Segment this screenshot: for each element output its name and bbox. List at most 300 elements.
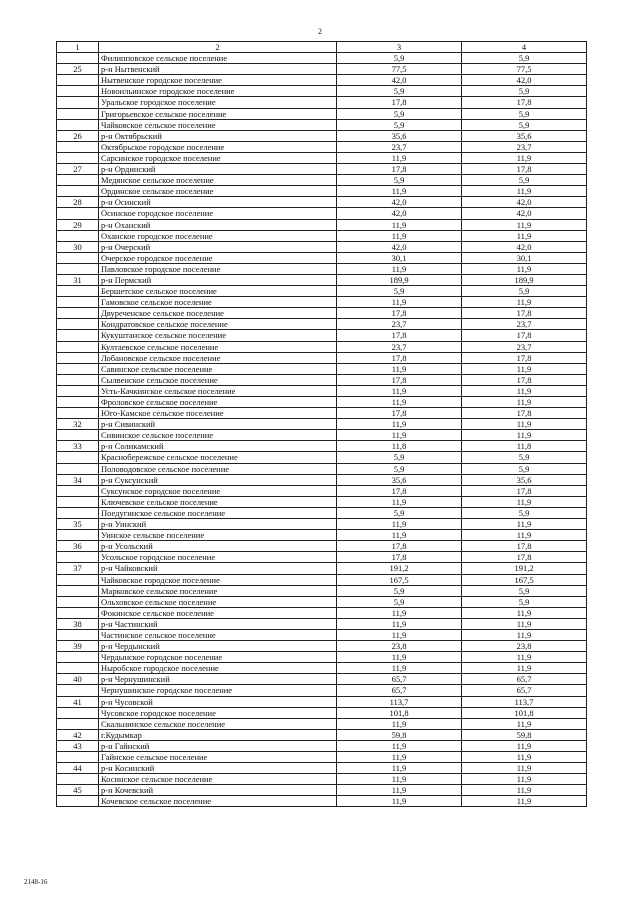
table-row [57, 752, 587, 763]
value-col4-cell: 11,9 [462, 607, 587, 618]
territory-name-cell: Уральское городское поселение [99, 97, 337, 108]
value-col4-cell: 11,9 [462, 663, 587, 674]
value-col4-cell: 11,9 [462, 430, 587, 441]
allocation-table [56, 41, 587, 807]
row-number-cell [57, 97, 99, 108]
territory-name-cell: Частинское сельское поселение [99, 629, 337, 640]
value-col3-cell: 11,9 [337, 297, 462, 308]
row-number-cell: 38 [57, 618, 99, 629]
page-number: 2 [318, 27, 322, 36]
row-number-cell: 41 [57, 696, 99, 707]
table-row [57, 419, 587, 430]
table-row [57, 796, 587, 807]
row-number-cell: 35 [57, 519, 99, 530]
value-col4-cell: 65,7 [462, 674, 587, 685]
row-number-cell [57, 330, 99, 341]
value-col4-cell: 101,8 [462, 707, 587, 718]
row-number-cell: 32 [57, 419, 99, 430]
value-col3-cell: 42,0 [337, 197, 462, 208]
value-col4-cell: 30,1 [462, 252, 587, 263]
value-col3-cell: 42,0 [337, 241, 462, 252]
territory-name-cell: Очерское городское поселение [99, 252, 337, 263]
territory-name-cell: Гамовское сельское поселение [99, 297, 337, 308]
value-col4-cell: 11,9 [462, 519, 587, 530]
value-col3-cell: 23,7 [337, 319, 462, 330]
value-col4-cell: 5,9 [462, 86, 587, 97]
table-row [57, 530, 587, 541]
table-row [57, 263, 587, 274]
value-col4-cell: 11,9 [462, 652, 587, 663]
table-row [57, 352, 587, 363]
row-number-cell [57, 752, 99, 763]
territory-name-cell: р-н Октябрьский [99, 130, 337, 141]
value-col3-cell: 65,7 [337, 674, 462, 685]
value-col4-cell: 11,9 [462, 629, 587, 640]
value-col4-cell: 5,9 [462, 596, 587, 607]
value-col4-cell: 11,9 [462, 530, 587, 541]
row-number-cell [57, 596, 99, 607]
row-number-cell [57, 341, 99, 352]
table-row [57, 75, 587, 86]
row-number-cell [57, 685, 99, 696]
value-col4-cell: 11,9 [462, 263, 587, 274]
table-row [57, 108, 587, 119]
value-col3-cell: 11,9 [337, 785, 462, 796]
row-number-cell [57, 319, 99, 330]
value-col4-cell: 23,7 [462, 141, 587, 152]
table-row [57, 563, 587, 574]
table-row [57, 385, 587, 396]
territory-name-cell: Савинское сельское поселение [99, 363, 337, 374]
row-number-cell [57, 663, 99, 674]
row-number-cell [57, 774, 99, 785]
territory-name-cell: Григорьевское сельское поселение [99, 108, 337, 119]
territory-name-cell: Култаевское сельское поселение [99, 341, 337, 352]
territory-name-cell: Новоильинское городское поселение [99, 86, 337, 97]
table-row [57, 763, 587, 774]
territory-name-cell: Поедугинское сельское поселение [99, 507, 337, 518]
row-number-cell [57, 463, 99, 474]
territory-name-cell: р-н Соликамский [99, 441, 337, 452]
value-col4-cell: 42,0 [462, 75, 587, 86]
row-number-cell: 45 [57, 785, 99, 796]
table-row [57, 519, 587, 530]
row-number-cell [57, 385, 99, 396]
value-col4-cell: 5,9 [462, 119, 587, 130]
value-col3-cell: 11,9 [337, 397, 462, 408]
value-col4-cell: 17,8 [462, 552, 587, 563]
table-row [57, 574, 587, 585]
territory-name-cell: Ключевское сельское поселение [99, 496, 337, 507]
value-col4-cell: 5,9 [462, 452, 587, 463]
table-row [57, 541, 587, 552]
value-col3-cell: 5,9 [337, 585, 462, 596]
table-row [57, 696, 587, 707]
territory-name-cell: Медянское сельское поселение [99, 175, 337, 186]
row-number-cell [57, 108, 99, 119]
row-number-cell [57, 252, 99, 263]
value-col4-cell: 77,5 [462, 64, 587, 75]
territory-name-cell: Половодовское сельское поселение [99, 463, 337, 474]
territory-name-cell: Фокинское сельское поселение [99, 607, 337, 618]
value-col3-cell: 11,9 [337, 230, 462, 241]
table-row [57, 707, 587, 718]
value-col3-cell: 5,9 [337, 53, 462, 64]
table-row [57, 341, 587, 352]
value-col4-cell: 11,9 [462, 419, 587, 430]
value-col4-cell: 23,7 [462, 341, 587, 352]
table-row [57, 186, 587, 197]
table-header-row [57, 42, 587, 53]
value-col4-cell: 42,0 [462, 197, 587, 208]
value-col3-cell: 11,9 [337, 496, 462, 507]
table-row [57, 674, 587, 685]
value-col4-cell: 42,0 [462, 208, 587, 219]
territory-name-cell: р-н Чусовской [99, 696, 337, 707]
value-col3-cell: 5,9 [337, 596, 462, 607]
value-col3-cell: 11,9 [337, 629, 462, 640]
table-row [57, 607, 587, 618]
value-col4-cell: 17,8 [462, 308, 587, 319]
territory-name-cell: Двуреченское сельское поселение [99, 308, 337, 319]
value-col4-cell: 11,9 [462, 763, 587, 774]
value-col4-cell: 11,9 [462, 397, 587, 408]
value-col4-cell: 11,9 [462, 297, 587, 308]
value-col4-cell: 35,6 [462, 130, 587, 141]
header-cell-1: 1 [57, 42, 99, 53]
table-row [57, 130, 587, 141]
value-col3-cell: 23,7 [337, 141, 462, 152]
value-col4-cell: 59,8 [462, 729, 587, 740]
territory-name-cell: р-н Кочевский [99, 785, 337, 796]
row-number-cell [57, 152, 99, 163]
value-col3-cell: 11,9 [337, 763, 462, 774]
value-col3-cell: 189,9 [337, 274, 462, 285]
table-row [57, 330, 587, 341]
value-col4-cell: 17,8 [462, 541, 587, 552]
territory-name-cell: р-н Очерский [99, 241, 337, 252]
value-col3-cell: 5,9 [337, 119, 462, 130]
value-col3-cell: 11,9 [337, 618, 462, 629]
value-col3-cell: 11,9 [337, 774, 462, 785]
row-number-cell [57, 585, 99, 596]
table-row [57, 219, 587, 230]
table-row [57, 552, 587, 563]
value-col4-cell: 11,9 [462, 152, 587, 163]
territory-name-cell: Сивинское сельское поселение [99, 430, 337, 441]
value-col3-cell: 5,9 [337, 452, 462, 463]
value-col4-cell: 42,0 [462, 241, 587, 252]
table-row [57, 86, 587, 97]
table-row [57, 507, 587, 518]
table-row [57, 729, 587, 740]
territory-name-cell: Чайковское сельское поселение [99, 119, 337, 130]
row-number-cell: 44 [57, 763, 99, 774]
value-col3-cell: 17,8 [337, 352, 462, 363]
table-row [57, 463, 587, 474]
value-col4-cell: 17,8 [462, 97, 587, 108]
value-col3-cell: 113,7 [337, 696, 462, 707]
row-number-cell: 37 [57, 563, 99, 574]
table-row [57, 441, 587, 452]
table-row [57, 485, 587, 496]
table-row [57, 618, 587, 629]
value-col3-cell: 59,8 [337, 729, 462, 740]
territory-name-cell: Косинское сельское поселение [99, 774, 337, 785]
row-number-cell: 33 [57, 441, 99, 452]
value-col3-cell: 11,9 [337, 752, 462, 763]
table-row [57, 718, 587, 729]
row-number-cell [57, 208, 99, 219]
value-col3-cell: 11,9 [337, 385, 462, 396]
row-number-cell [57, 652, 99, 663]
value-col4-cell: 17,8 [462, 485, 587, 496]
table-row [57, 252, 587, 263]
value-col3-cell: 167,5 [337, 574, 462, 585]
value-col3-cell: 11,9 [337, 796, 462, 807]
value-col4-cell: 11,9 [462, 219, 587, 230]
territory-name-cell: р-н Гайнский [99, 740, 337, 751]
value-col4-cell: 11,9 [462, 752, 587, 763]
row-number-cell: 26 [57, 130, 99, 141]
territory-name-cell: Кукуштанское сельское поселение [99, 330, 337, 341]
row-number-cell: 27 [57, 164, 99, 175]
value-col3-cell: 11,9 [337, 718, 462, 729]
table-row [57, 408, 587, 419]
row-number-cell [57, 286, 99, 297]
value-col4-cell: 35,6 [462, 474, 587, 485]
table-row [57, 64, 587, 75]
value-col3-cell: 42,0 [337, 75, 462, 86]
territory-name-cell: Чайковское городское поселение [99, 574, 337, 585]
territory-name-cell: Лобановское сельское поселение [99, 352, 337, 363]
row-number-cell [57, 175, 99, 186]
row-number-cell [57, 408, 99, 419]
table-row [57, 740, 587, 751]
territory-name-cell: р-н Чердынский [99, 641, 337, 652]
row-number-cell: 40 [57, 674, 99, 685]
territory-name-cell: р-н Сивинский [99, 419, 337, 430]
value-col3-cell: 191,2 [337, 563, 462, 574]
value-col3-cell: 17,8 [337, 541, 462, 552]
value-col3-cell: 30,1 [337, 252, 462, 263]
row-number-cell [57, 552, 99, 563]
table-row [57, 496, 587, 507]
value-col3-cell: 17,8 [337, 308, 462, 319]
table-row [57, 241, 587, 252]
table-row [57, 319, 587, 330]
value-col4-cell: 11,9 [462, 496, 587, 507]
table-row [57, 663, 587, 674]
row-number-cell: 34 [57, 474, 99, 485]
row-number-cell: 36 [57, 541, 99, 552]
row-number-cell [57, 607, 99, 618]
territory-name-cell: р-н Косинский [99, 763, 337, 774]
row-number-cell [57, 141, 99, 152]
row-number-cell [57, 452, 99, 463]
row-number-cell [57, 308, 99, 319]
table-row [57, 774, 587, 785]
territory-name-cell: Ординское сельское поселение [99, 186, 337, 197]
territory-name-cell: г.Кудымкар [99, 729, 337, 740]
territory-name-cell: Оханское городское поселение [99, 230, 337, 241]
value-col3-cell: 5,9 [337, 286, 462, 297]
value-col4-cell: 65,7 [462, 685, 587, 696]
value-col4-cell: 17,8 [462, 408, 587, 419]
row-number-cell [57, 507, 99, 518]
value-col3-cell: 23,8 [337, 641, 462, 652]
value-col4-cell: 11,9 [462, 774, 587, 785]
row-number-cell: 42 [57, 729, 99, 740]
value-col3-cell: 17,8 [337, 374, 462, 385]
table-row [57, 119, 587, 130]
row-number-cell [57, 430, 99, 441]
value-col3-cell: 65,7 [337, 685, 462, 696]
table-row [57, 97, 587, 108]
territory-name-cell: р-н Нытвенский [99, 64, 337, 75]
value-col3-cell: 5,9 [337, 108, 462, 119]
value-col4-cell: 11,9 [462, 718, 587, 729]
row-number-cell [57, 297, 99, 308]
value-col3-cell: 5,9 [337, 507, 462, 518]
value-col3-cell: 5,9 [337, 86, 462, 97]
value-col3-cell: 17,8 [337, 97, 462, 108]
value-col3-cell: 17,8 [337, 330, 462, 341]
table-row [57, 785, 587, 796]
value-col3-cell: 11,9 [337, 363, 462, 374]
territory-name-cell: Сылвенское сельское поселение [99, 374, 337, 385]
territory-name-cell: Гайнское сельское поселение [99, 752, 337, 763]
territory-name-cell: Марковское сельское поселение [99, 585, 337, 596]
territory-name-cell: р-н Ординский [99, 164, 337, 175]
territory-name-cell: Фроловское сельское поселение [99, 397, 337, 408]
header-cell-4: 4 [462, 42, 587, 53]
header-cell-3: 3 [337, 42, 462, 53]
territory-name-cell: Осинское городское поселение [99, 208, 337, 219]
value-col4-cell: 11,9 [462, 618, 587, 629]
table-row [57, 474, 587, 485]
value-col3-cell: 77,5 [337, 64, 462, 75]
territory-name-cell: Октябрьское городское поселение [99, 141, 337, 152]
table-row [57, 53, 587, 64]
territory-name-cell: Чернушинское городское поселение [99, 685, 337, 696]
value-col4-cell: 11,8 [462, 441, 587, 452]
row-number-cell [57, 707, 99, 718]
table-row [57, 274, 587, 285]
value-col4-cell: 5,9 [462, 53, 587, 64]
row-number-cell: 30 [57, 241, 99, 252]
table-row [57, 397, 587, 408]
value-col4-cell: 11,9 [462, 796, 587, 807]
row-number-cell [57, 485, 99, 496]
territory-name-cell: Ныробское городское поселение [99, 663, 337, 674]
value-col4-cell: 113,7 [462, 696, 587, 707]
row-number-cell: 43 [57, 740, 99, 751]
value-col4-cell: 167,5 [462, 574, 587, 585]
table-row [57, 374, 587, 385]
value-col4-cell: 17,8 [462, 164, 587, 175]
territory-name-cell: р-н Чайковский [99, 563, 337, 574]
territory-name-cell: р-н Усольский [99, 541, 337, 552]
row-number-cell [57, 718, 99, 729]
value-col4-cell: 23,7 [462, 319, 587, 330]
row-number-cell: 29 [57, 219, 99, 230]
value-col3-cell: 17,8 [337, 408, 462, 419]
value-col3-cell: 35,6 [337, 474, 462, 485]
value-col4-cell: 11,9 [462, 385, 587, 396]
row-number-cell: 39 [57, 641, 99, 652]
territory-name-cell: р-н Чернушинский [99, 674, 337, 685]
value-col4-cell: 5,9 [462, 286, 587, 297]
territory-name-cell: Сарсинское городское поселение [99, 152, 337, 163]
table-row [57, 585, 587, 596]
table-row [57, 641, 587, 652]
row-number-cell: 28 [57, 197, 99, 208]
territory-name-cell: Юго-Камское сельское поселение [99, 408, 337, 419]
row-number-cell [57, 530, 99, 541]
value-col4-cell: 5,9 [462, 585, 587, 596]
territory-name-cell: Краснобережское сельское поселение [99, 452, 337, 463]
value-col4-cell: 11,9 [462, 740, 587, 751]
table-row [57, 596, 587, 607]
row-number-cell [57, 119, 99, 130]
value-col3-cell: 23,7 [337, 341, 462, 352]
table-row [57, 308, 587, 319]
row-number-cell [57, 397, 99, 408]
value-col4-cell: 11,9 [462, 230, 587, 241]
value-col4-cell: 17,8 [462, 352, 587, 363]
value-col4-cell: 17,8 [462, 374, 587, 385]
value-col3-cell: 5,9 [337, 463, 462, 474]
value-col3-cell: 11,9 [337, 652, 462, 663]
value-col3-cell: 11,9 [337, 530, 462, 541]
value-col4-cell: 11,9 [462, 186, 587, 197]
value-col3-cell: 17,8 [337, 164, 462, 175]
territory-name-cell: Усольское городское поселение [99, 552, 337, 563]
value-col3-cell: 11,9 [337, 263, 462, 274]
table-row [57, 208, 587, 219]
table-row [57, 452, 587, 463]
header-cell-2: 2 [99, 42, 337, 53]
value-col3-cell: 11,9 [337, 519, 462, 530]
territory-name-cell: р-н Оханский [99, 219, 337, 230]
value-col3-cell: 42,0 [337, 208, 462, 219]
value-col4-cell: 5,9 [462, 463, 587, 474]
territory-name-cell: Бершетское сельское поселение [99, 286, 337, 297]
document-code: 2148-16 [24, 878, 48, 886]
territory-name-cell: р-н Осинский [99, 197, 337, 208]
territory-name-cell: Нытвенское городское поселение [99, 75, 337, 86]
territory-name-cell: Уинское сельское поселение [99, 530, 337, 541]
value-col3-cell: 17,8 [337, 552, 462, 563]
table-row [57, 230, 587, 241]
value-col3-cell: 5,9 [337, 175, 462, 186]
value-col4-cell: 11,9 [462, 363, 587, 374]
table-row [57, 175, 587, 186]
row-number-cell [57, 496, 99, 507]
row-number-cell [57, 796, 99, 807]
row-number-cell: 25 [57, 64, 99, 75]
row-number-cell [57, 75, 99, 86]
table-row [57, 141, 587, 152]
value-col3-cell: 17,8 [337, 485, 462, 496]
table-row [57, 685, 587, 696]
table-row [57, 286, 587, 297]
row-number-cell [57, 374, 99, 385]
territory-name-cell: Кондратовское сельское поселение [99, 319, 337, 330]
value-col3-cell: 35,6 [337, 130, 462, 141]
territory-name-cell: Кочевское сельское поселение [99, 796, 337, 807]
